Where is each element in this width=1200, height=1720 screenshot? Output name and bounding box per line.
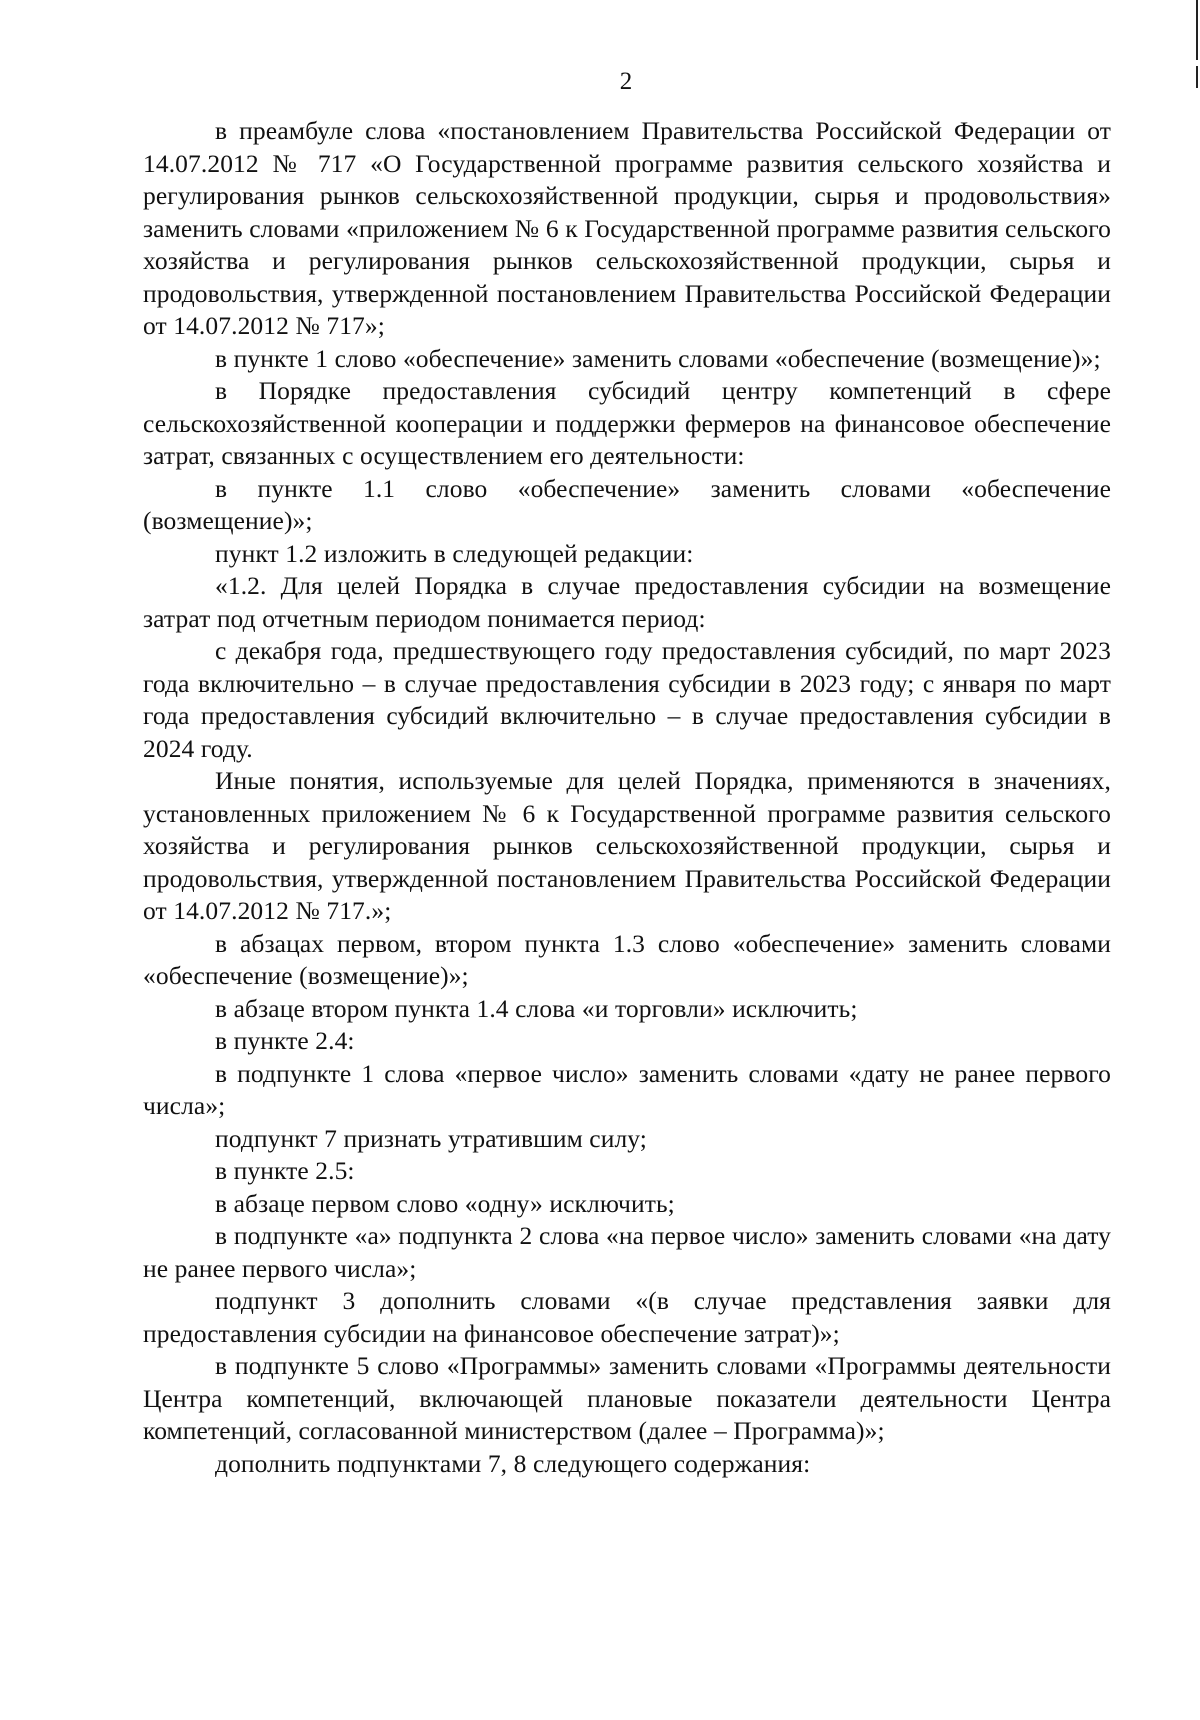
paragraph: в подпункте «а» подпункта 2 слова «на первое число» заменить словами «на дату не ранее первого числа»; bbox=[143, 1221, 1111, 1283]
paragraph: пункт 1.2 изложить в следующей редакции: bbox=[215, 538, 694, 568]
paragraph: подпункт 3 дополнить словами «(в случае представления заявки для предоставления субсидии на финансовое обеспечение затрат)»; bbox=[143, 1286, 1111, 1348]
paragraph: в Порядке предоставления субсидий центру компетенций в сфере сельскохозяйственной кооперации и поддержки фермеров на финансовое обеспечение затрат, связанных с осуществлением его деятельности: bbox=[143, 376, 1111, 470]
scan-edge-mark bbox=[1196, 0, 1198, 60]
paragraph: в пункте 1 слово «обеспечение» заменить словами «обеспечение (возмещение)»; bbox=[215, 343, 1101, 373]
paragraph: в абзаце втором пункта 1.4 слова «и торговли» исключить; bbox=[215, 993, 858, 1023]
page-number: 2 bbox=[619, 68, 633, 95]
paragraph: Иные понятия, используемые для целей Порядка, применяются в значениях, установленных приложением № 6 к Государственной программе развития сельского хозяйства и регулирования рынков сельскохозяйственной продукции, сырья и продовольствия, утвержденной постановлением Правительства Российской Федерации от 14.07.2012 № 717.»; bbox=[143, 766, 1111, 925]
document-body bbox=[143, 115, 1111, 1480]
paragraph: «1.2. Для целей Порядка в случае предоставления субсидии на возмещение затрат под отчетным периодом понимается период: bbox=[143, 571, 1111, 633]
paragraph: в абзацах первом, втором пункта 1.3 слово «обеспечение» заменить словами «обеспечение (возмещение)»; bbox=[143, 928, 1111, 990]
paragraph: с декабря года, предшествующего году предоставления субсидий, по март 2023 года включительно – в случае предоставления субсидии в 2023 году; с января по март года предоставления субсидий включительно – в случае предоставления субсидии в 2024 году. bbox=[143, 636, 1111, 763]
paragraph: в подпункте 1 слова «первое число» заменить словами «дату не ранее первого числа»; bbox=[143, 1058, 1111, 1120]
paragraph: в пункте 2.4: bbox=[215, 1026, 355, 1055]
paragraph: в пункте 1.1 слово «обеспечение» заменить словами «обеспечение (возмещение)»; bbox=[143, 473, 1111, 535]
paragraph: в абзаце первом слово «одну» исключить; bbox=[215, 1188, 675, 1218]
paragraph: в подпункте 5 слово «Программы» заменить словами «Программы деятельности Центра компетенций, включающей плановые показатели деятельности Центра компетенций, согласованной министерством (далее – Программа)»; bbox=[143, 1351, 1111, 1445]
paragraph: подпункт 7 признать утратившим силу; bbox=[215, 1123, 647, 1153]
paragraph: в преамбуле слова «постановлением Правительства Российской Федерации от 14.07.2012 № 717 «О Государственной программе развития сельского хозяйства и регулирования рынков сельскохозяйственной продукции, сырья и продовольствия» заменить словами «приложением № 6 к Государственной программе развития сельского хозяйства и регулирования рынков сельскохозяйственной продукции, сырья и продовольствия, утвержденной постановлением Правительства Российской Федерации от 14.07.2012 № 717»; bbox=[143, 116, 1111, 340]
paragraph: в пункте 2.5: bbox=[215, 1156, 355, 1185]
paragraph: дополнить подпунктами 7, 8 следующего содержания: bbox=[215, 1448, 811, 1478]
